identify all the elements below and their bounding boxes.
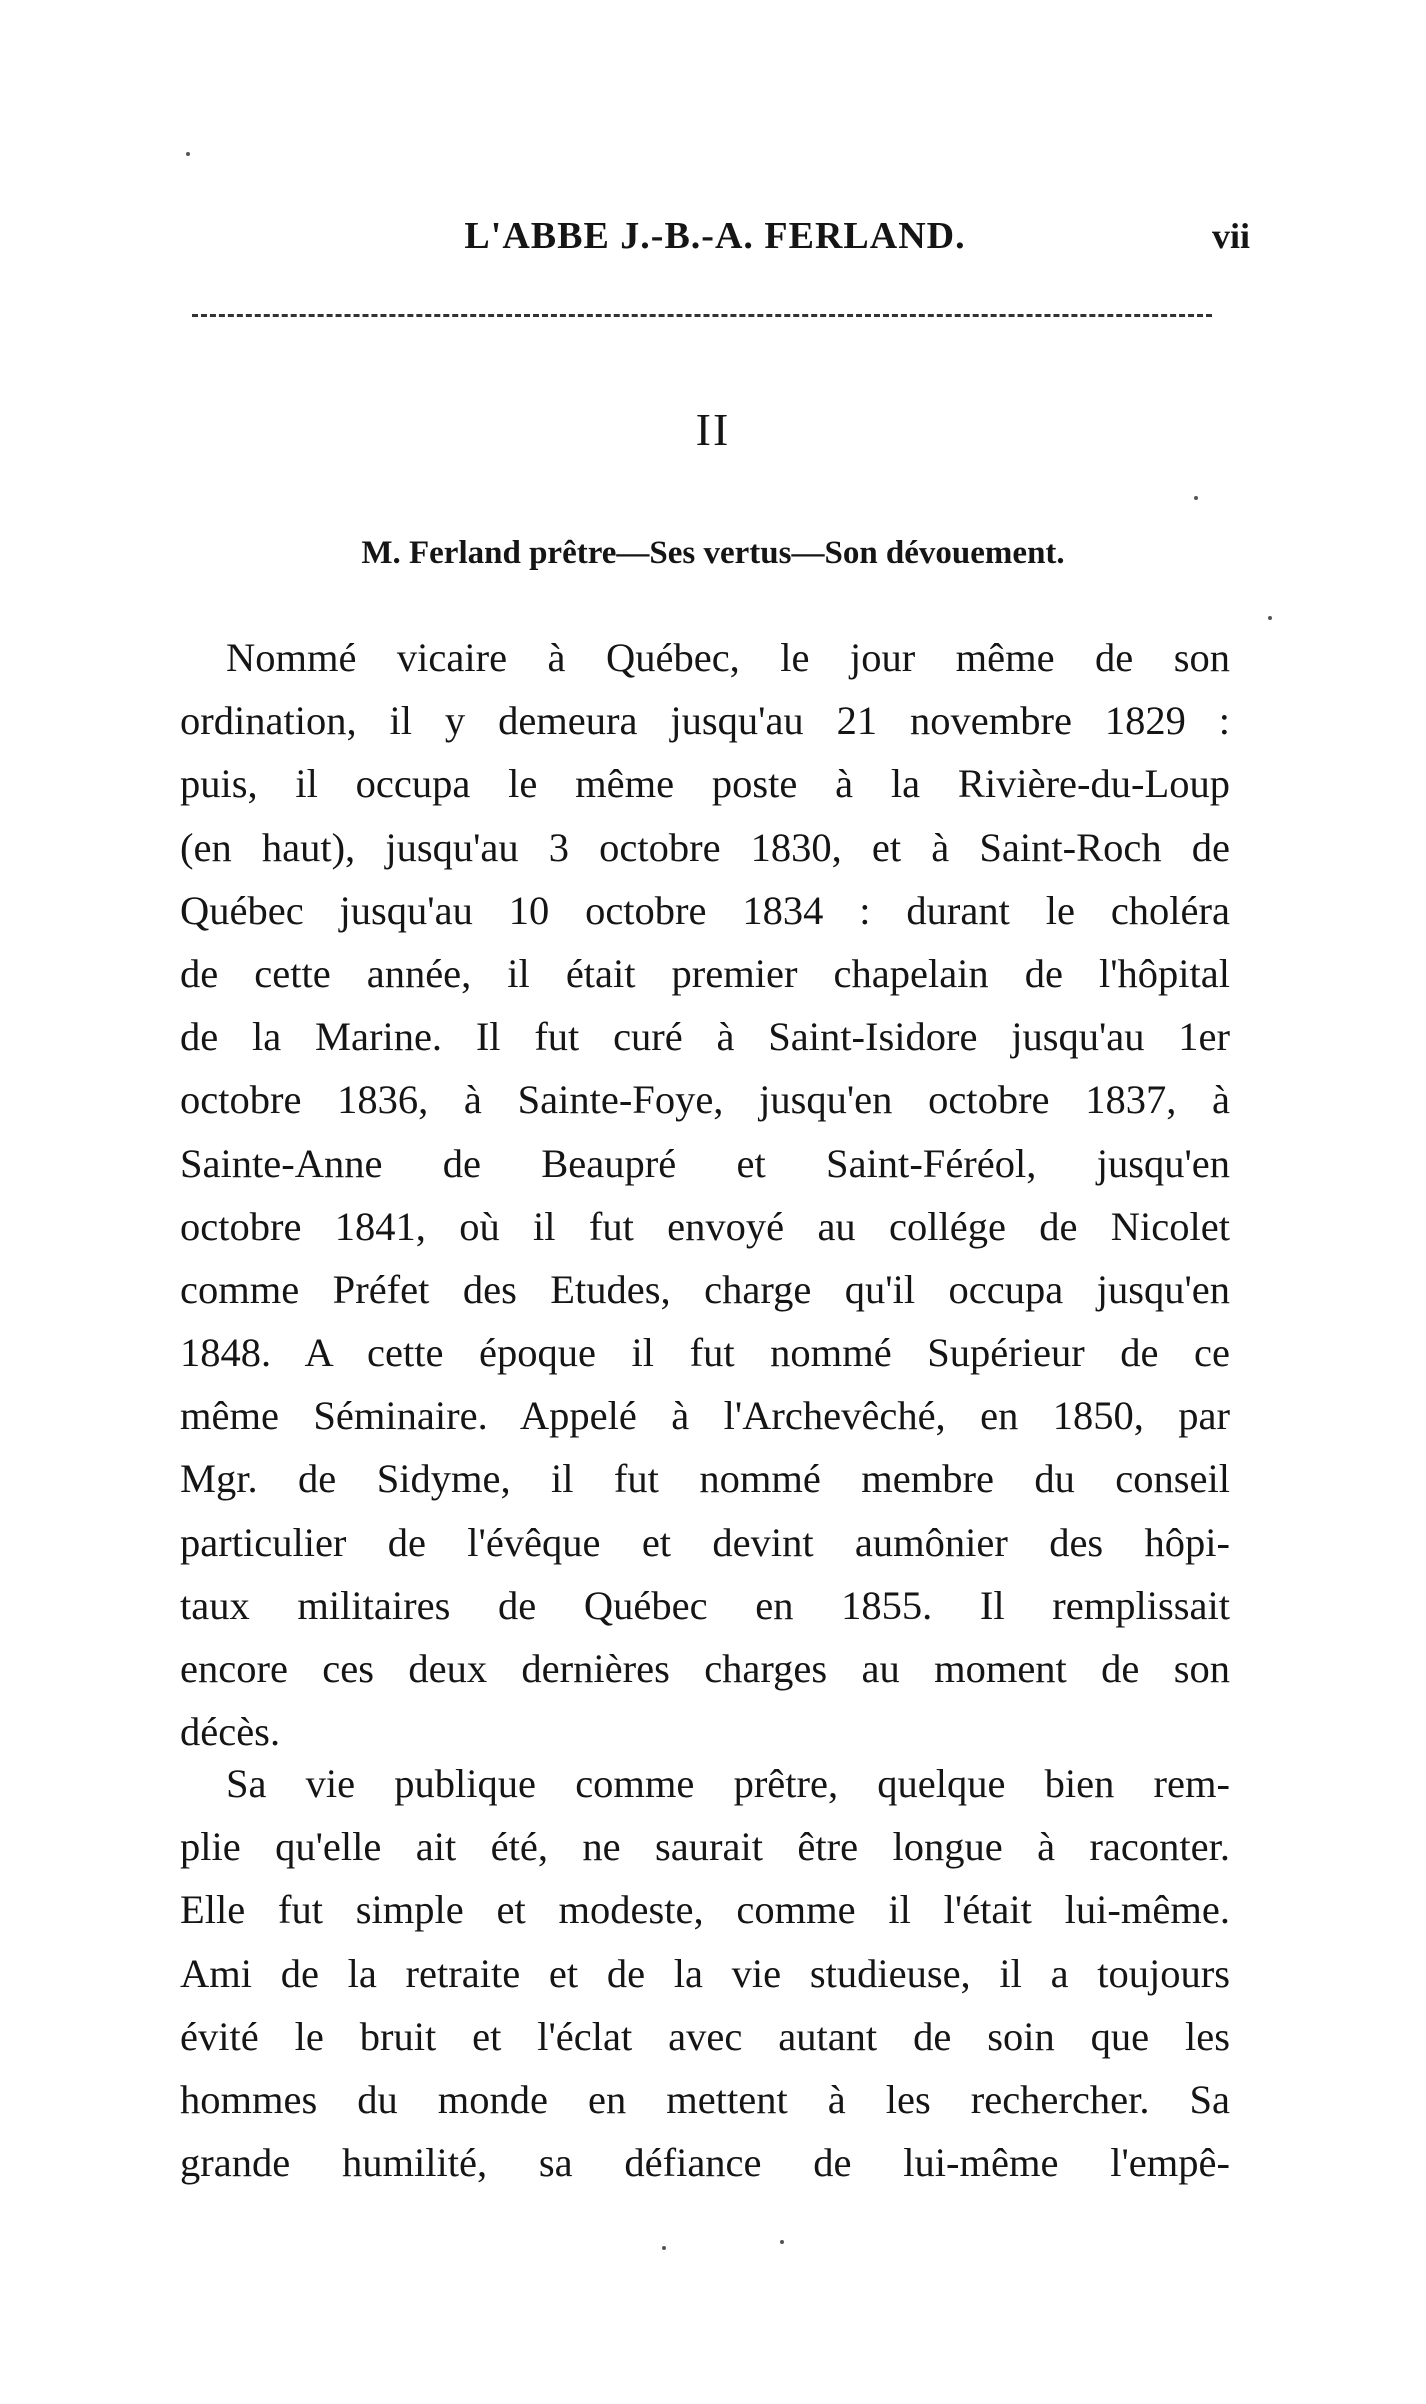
paragraph-1 [180, 626, 1230, 1763]
chapter-summary: M. Ferland prêtre—Ses vertus—Son dévouement. [361, 535, 1065, 571]
text-line: comme Préfet des Etudes, charge qu'il occupa jusqu'en [180, 1266, 1230, 1312]
text-line: particulier de l'évêque et devint aumônier des hôpi- [180, 1519, 1230, 1565]
text-line: octobre 1836, à Sainte-Foye, jusqu'en octobre 1837, à [180, 1077, 1230, 1123]
ink-speck [1268, 616, 1272, 620]
text-line: 1848. A cette époque il fut nommé Supérieur de ce [180, 1330, 1230, 1376]
text-line: grande humilité, sa défiance de lui-même l'empê- [180, 2140, 1230, 2186]
text-line: Ami de la retraite et de la vie studieuse, il a toujours [180, 1950, 1230, 1996]
text-line: Elle fut simple et modeste, comme il l'était lui-même. [180, 1887, 1230, 1933]
chapter-number: II [695, 404, 731, 455]
ink-speck [780, 2240, 784, 2244]
text-line: Nommé vicaire à Québec, le jour même de son [226, 635, 1230, 680]
ink-speck [186, 152, 190, 156]
text-line: octobre 1841, où il fut envoyé au collége de Nicolet [180, 1203, 1230, 1249]
text-line: hommes du monde en mettent à les rechercher. Sa [180, 2076, 1230, 2122]
text-line: évité le bruit et l'éclat avec autant de soin que les [180, 2013, 1230, 2059]
text-line: (en haut), jusqu'au 3 octobre 1830, et à Saint-Roch de [180, 824, 1230, 870]
ink-speck [1194, 496, 1198, 500]
paragraph-2 [180, 1752, 1230, 2194]
text-line: Mgr. de Sidyme, il fut nommé membre du conseil [180, 1456, 1230, 1502]
text-line: Sa vie publique comme prêtre, quelque bien rem- [226, 1761, 1230, 1806]
page-number: vii [1211, 216, 1250, 256]
running-head [180, 208, 1250, 268]
text-line: de la Marine. Il fut curé à Saint-Isidore jusqu'au 1er [180, 1014, 1230, 1060]
text-line: plie qu'elle ait été, ne saurait être longue à raconter. [180, 1824, 1230, 1870]
text-line: de cette année, il était premier chapelain de l'hôpital [180, 950, 1230, 996]
text-line: décès. [180, 1709, 281, 1755]
text-line: Québec jusqu'au 10 octobre 1834 : durant le choléra [180, 887, 1230, 933]
text-line: ordination, il y demeura jusqu'au 21 novembre 1829 : [180, 698, 1230, 744]
text-line: puis, il occupa le même poste à la Rivière-du-Loup [180, 761, 1230, 807]
text-line: même Séminaire. Appelé à l'Archevêché, en 1850, par [180, 1393, 1230, 1439]
ink-speck [662, 2246, 666, 2250]
header-rule [192, 314, 1212, 317]
text-line: encore ces deux dernières charges au moment de son [180, 1646, 1230, 1691]
text-line: taux militaires de Québec en 1855. Il remplissait [180, 1582, 1230, 1628]
running-title: L'ABBE J.-B.-A. FERLAND. [464, 215, 966, 257]
text-line: Sainte-Anne de Beaupré et Saint-Féréol, jusqu'en [180, 1140, 1230, 1186]
